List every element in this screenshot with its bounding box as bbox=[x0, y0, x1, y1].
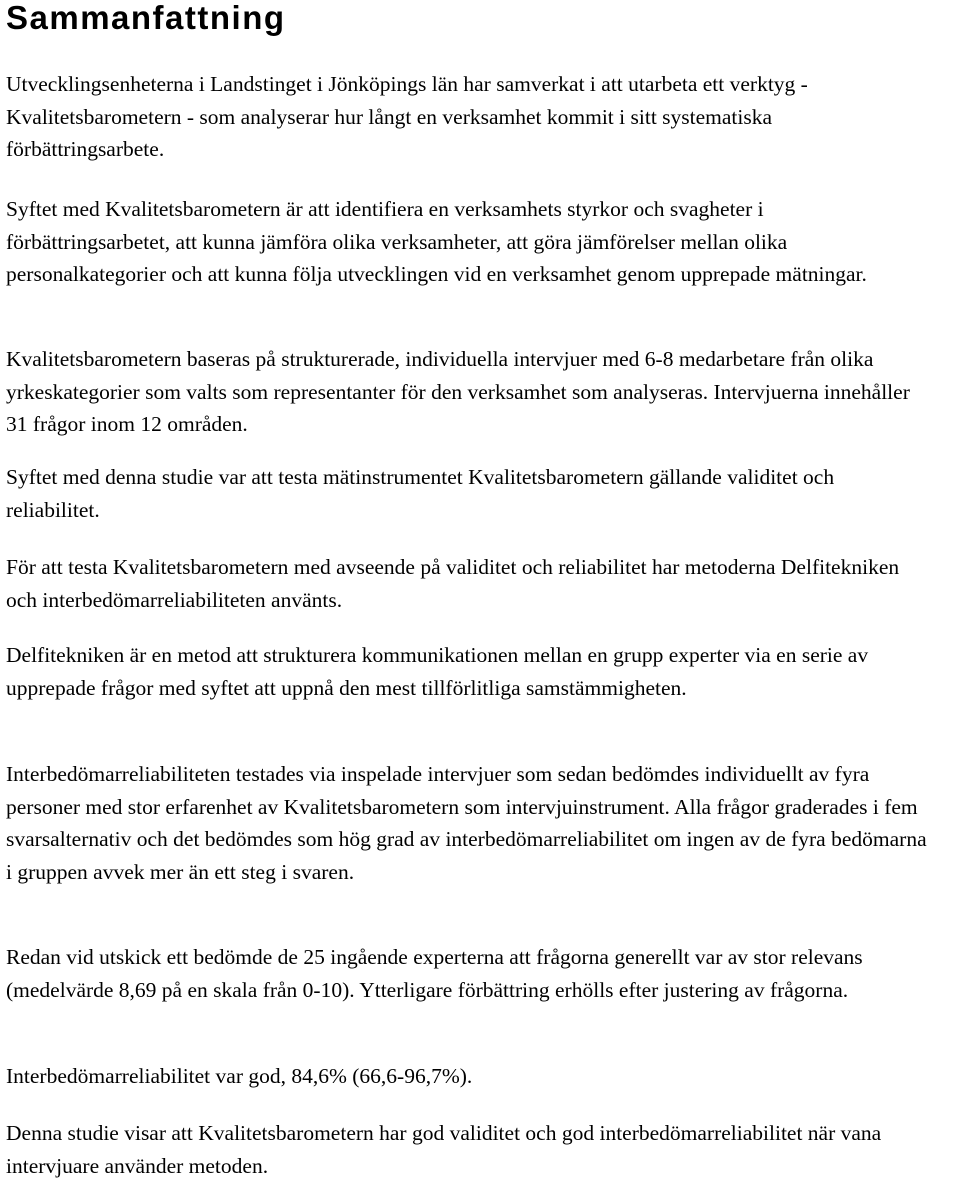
paragraph-reliability: Interbedömarreliabilitet var god, 84,6% (66,6-96,7%). bbox=[6, 1064, 473, 1088]
paragraph-conclusion: Denna studie visar att Kvalitetsbarometern har god validitet och god interbedömarreliabilitet när vana intervjuare använder metoden. bbox=[6, 1121, 882, 1178]
paragraph-test-methods: För att testa Kvalitetsbarometern med avseende på validitet och reliabilitet har metoderna Delfitekniken och interbedömarreliabiliteten använts. bbox=[6, 555, 900, 612]
paragraph-interrater: Interbedömarreliabiliteten testades via inspelade intervjuer som sedan bedömdes individuellt av fyra personer med stor erfarenhet av Kvalitetsbarometern som intervjuinstrument. Alla frågor graderades i fem svarsalternativ och det bedömdes som hög grad av interbedömarreliabilitet om ingen av de fyra bedömarna i gruppen avvek mer än ett steg i svaren. bbox=[6, 762, 927, 884]
paragraph-study-aim: Syftet med denna studie var att testa mätinstrumentet Kvalitetsbarometern gällande validitet och reliabilitet. bbox=[6, 465, 835, 522]
paragraph-delphi: Delfitekniken är en metod att strukturera kommunikationen mellan en grupp experter via en serie av upprepade frågor med syftet att uppnå den mest tillförlitliga samstämmigheten. bbox=[6, 643, 869, 700]
document-page bbox=[6, 0, 928, 1178]
paragraph-method: Kvalitetsbarometern baseras på strukturerade, individuella intervjuer med 6-8 medarbetare från olika yrkeskategorier som valts som representanter för den verksamhet som analyseras. Intervjuerna innehåller 31 frågor inom 12 områden. bbox=[6, 347, 910, 436]
page-title: Sammanfattning bbox=[6, 0, 286, 36]
paragraph-intro: Utvecklingsenheterna i Landstinget i Jönköpings län har samverkat i att utarbeta ett verktyg - Kvalitetsbarometern - som analyserar hur långt en verksamhet kommit i sitt systematiska förbättringsarbete. bbox=[6, 72, 808, 161]
paragraph-results: Redan vid utskick ett bedömde de 25 ingående experterna att frågorna generellt var av stor relevans (medelvärde 8,69 på en skala från 0-10). Ytterligare förbättring erhölls efter justering av frågorna. bbox=[6, 945, 863, 1002]
paragraph-purpose: Syftet med Kvalitetsbarometern är att identifiera en verksamhets styrkor och svagheter i förbättringsarbetet, att kunna jämföra olika verksamheter, att göra jämförelser mellan olika personalkategorier och att kunna följa utvecklingen vid en verksamhet genom upprepade mätningar. bbox=[6, 197, 867, 286]
